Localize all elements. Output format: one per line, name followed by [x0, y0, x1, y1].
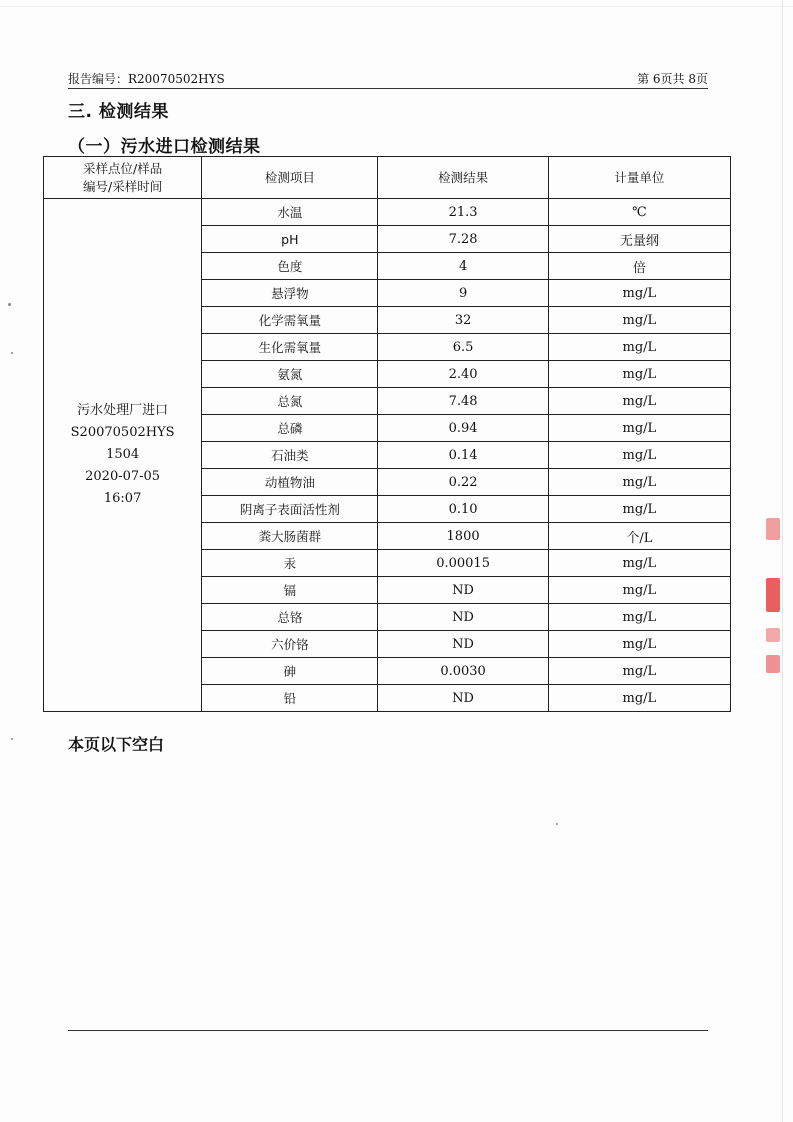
item-cell: 铅 — [202, 685, 378, 712]
item-cell: 镉 — [202, 577, 378, 604]
unit-cell: 倍 — [548, 253, 730, 280]
unit-cell: mg/L — [548, 685, 730, 712]
unit-cell: mg/L — [548, 469, 730, 496]
item-cell: 汞 — [202, 550, 378, 577]
section-title: 三. 检测结果 — [68, 102, 169, 122]
header-sample — [44, 157, 202, 199]
result-cell: 0.14 — [378, 442, 548, 469]
item-cell: 石油类 — [202, 442, 378, 469]
unit-cell: mg/L — [548, 280, 730, 307]
item-cell: 六价铬 — [202, 631, 378, 658]
sample-info-cell — [44, 199, 202, 712]
results-table — [43, 156, 731, 712]
item-cell: 粪大肠菌群 — [202, 523, 378, 550]
unit-cell: mg/L — [548, 388, 730, 415]
result-cell: 0.22 — [378, 469, 548, 496]
result-cell: ND — [378, 577, 548, 604]
item-cell: 动植物油 — [202, 469, 378, 496]
result-cell: 7.28 — [378, 226, 548, 253]
page-header — [68, 70, 708, 88]
item-cell: 色度 — [202, 253, 378, 280]
result-cell: 0.0030 — [378, 658, 548, 685]
scan-speck — [11, 738, 13, 740]
result-cell: 1800 — [378, 523, 548, 550]
unit-cell: 个/L — [548, 523, 730, 550]
item-cell: 总磷 — [202, 415, 378, 442]
result-cell: 4 — [378, 253, 548, 280]
item-cell: 砷 — [202, 658, 378, 685]
item-cell: 阴离子表面活性剂 — [202, 496, 378, 523]
item-cell: 总铬 — [202, 604, 378, 631]
sample-date: 2020-07-05 — [85, 469, 161, 484]
sample-location: 污水处理厂进口 — [77, 403, 169, 418]
blank-below-note: 本页以下空白 — [68, 735, 165, 754]
unit-cell: mg/L — [548, 577, 730, 604]
header-item: 检测项目 — [202, 157, 378, 199]
result-cell: 6.5 — [378, 334, 548, 361]
seal-stamp-fragment — [766, 578, 780, 612]
page-number: 第 6页共 8页 — [637, 72, 708, 86]
item-cell: 化学需氧量 — [202, 307, 378, 334]
seal-stamp-fragment — [766, 518, 780, 540]
result-cell: 0.94 — [378, 415, 548, 442]
result-cell: 21.3 — [378, 199, 548, 226]
seal-stamp-fragment — [766, 628, 780, 642]
sample-number: S20070502HYS — [70, 425, 175, 440]
result-cell: 0.00015 — [378, 550, 548, 577]
item-cell: 水温 — [202, 199, 378, 226]
item-cell: 氨氮 — [202, 361, 378, 388]
page-edge-top — [0, 6, 793, 7]
unit-cell: mg/L — [548, 604, 730, 631]
unit-cell: 无量纲 — [548, 226, 730, 253]
unit-cell: mg/L — [548, 442, 730, 469]
result-cell: 9 — [378, 280, 548, 307]
unit-cell: mg/L — [548, 550, 730, 577]
result-cell: 32 — [378, 307, 548, 334]
unit-cell: mg/L — [548, 307, 730, 334]
unit-cell: mg/L — [548, 361, 730, 388]
header-rule — [68, 88, 708, 89]
result-cell: 0.10 — [378, 496, 548, 523]
seal-stamp-fragment — [766, 655, 780, 673]
unit-cell: mg/L — [548, 334, 730, 361]
item-cell: 生化需氧量 — [202, 334, 378, 361]
result-cell: 7.48 — [378, 388, 548, 415]
unit-cell: mg/L — [548, 631, 730, 658]
footer-rule — [68, 1030, 708, 1031]
table-header-row — [44, 157, 731, 199]
item-cell: pH — [202, 226, 378, 253]
sample-time: 16:07 — [103, 491, 142, 506]
header-result: 检测结果 — [378, 157, 548, 199]
unit-cell: mg/L — [548, 415, 730, 442]
result-cell: ND — [378, 685, 548, 712]
sub-section-title: （一）污水进口检测结果 — [68, 137, 261, 157]
report-number: 报告编号：R20070502HYS — [68, 72, 225, 86]
sample-code: 1504 — [106, 447, 140, 462]
header-sample-line1: 采样点位/样品 — [83, 160, 163, 176]
page-edge-right — [782, 0, 783, 1122]
header-unit: 计量单位 — [548, 157, 730, 199]
item-cell: 总氮 — [202, 388, 378, 415]
header-sample-line2: 编号/采样时间 — [83, 178, 163, 194]
item-cell: 悬浮物 — [202, 280, 378, 307]
table-row — [44, 199, 731, 226]
scan-speck — [556, 823, 558, 825]
unit-cell: mg/L — [548, 658, 730, 685]
result-cell: ND — [378, 631, 548, 658]
result-cell: 2.40 — [378, 361, 548, 388]
scan-speck — [11, 352, 13, 354]
unit-cell: mg/L — [548, 496, 730, 523]
result-cell: ND — [378, 604, 548, 631]
unit-cell: ℃ — [548, 199, 730, 226]
scan-speck — [8, 303, 11, 306]
